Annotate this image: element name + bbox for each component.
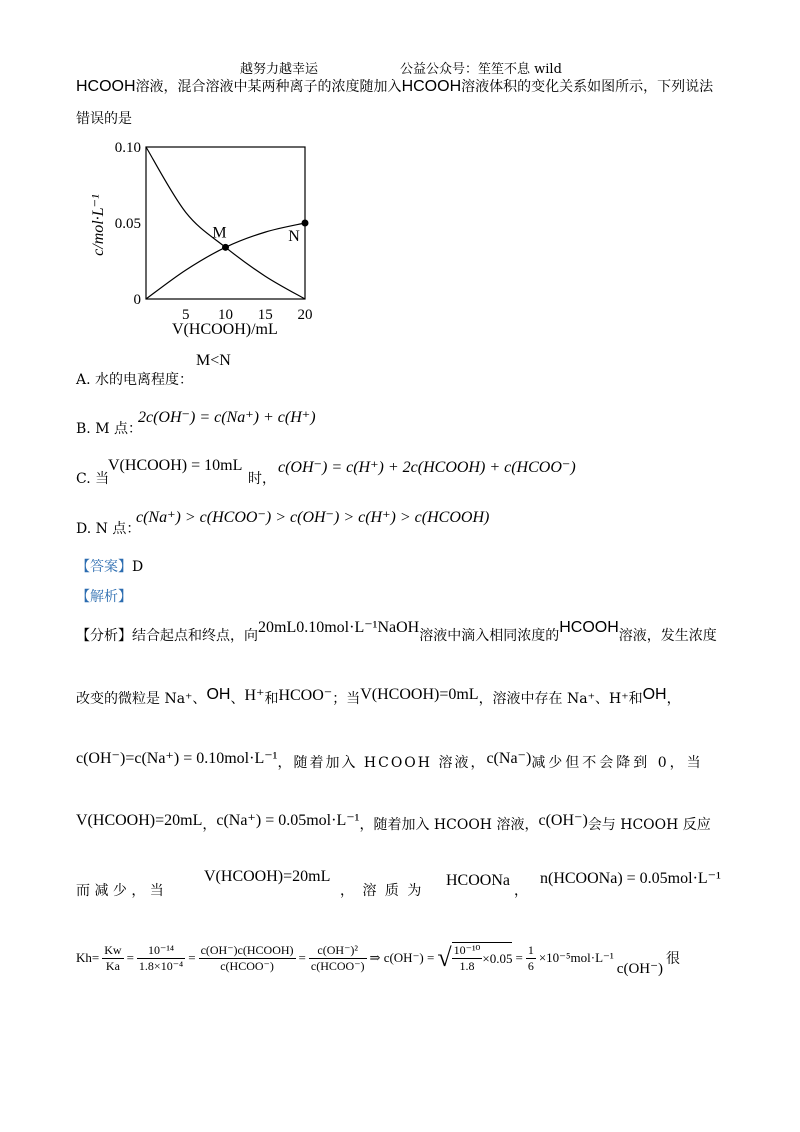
- sqrt-tail: ×0.05: [482, 950, 513, 966]
- fraction-denominator: c(HCOO⁻): [310, 958, 365, 973]
- series-line-1: [146, 147, 305, 299]
- y-tick-label: 0.10: [114, 140, 141, 156]
- analysis-text: 减少但不会降到 0，当: [531, 755, 704, 771]
- fraction: [309, 943, 367, 974]
- analysis-math: c(Na⁺) = 0.05mol·L⁻¹: [216, 812, 360, 829]
- formula-hcooh: HCOOH: [401, 78, 462, 95]
- x-tick-label: 5: [182, 307, 190, 323]
- point-n: [302, 220, 309, 227]
- analysis-math: c(OH⁻)=c(Na⁺) = 0.10mol·L⁻¹: [76, 750, 278, 767]
- analysis-text: 、: [230, 691, 245, 707]
- option-d-expr: c(Na⁺) > c(HCOO⁻) > c(OH⁻) > c(H⁺) > c(HCOOH): [136, 509, 490, 526]
- analysis-text: ，: [666, 691, 681, 707]
- fraction: [526, 943, 536, 974]
- analysis-text: 结合起点和终点，向: [132, 628, 258, 644]
- header-left: 越努力越幸运: [240, 62, 319, 77]
- analysis-text: ， 溶 质 为: [340, 883, 424, 899]
- x-tick-label: 15: [257, 307, 273, 323]
- option-b-expr: 2c(OH⁻) = c(Na⁺) + c(H⁺): [138, 409, 316, 426]
- analysis-math: c(Na⁻): [486, 750, 532, 767]
- fraction: [137, 943, 185, 974]
- point-m: [222, 244, 229, 251]
- analysis-math: V(HCOOH)=20mL: [204, 868, 331, 885]
- analysis-line-3: [76, 752, 704, 772]
- analysis-math: V(HCOOH)=0mL: [360, 686, 479, 703]
- analysis-math: HCOONa: [446, 872, 510, 889]
- chart-points: [212, 220, 308, 251]
- analysis-text: 改变的微粒是 Na⁺、: [76, 691, 207, 707]
- sqrt-icon: √: [437, 943, 452, 972]
- fraction-denominator: 6: [527, 958, 534, 973]
- analysis-math: OH: [642, 686, 667, 703]
- question-line-1: [76, 76, 713, 96]
- answer-line: [76, 556, 143, 576]
- option-c-expr: c(OH⁻) = c(H⁺) + 2c(HCOOH) + c(HCOO⁻): [278, 459, 576, 476]
- analysis-tag: 【解析】: [76, 589, 132, 605]
- chart-axes: [146, 147, 305, 299]
- x-tick-label: 10: [218, 307, 233, 323]
- analysis-math: OH: [206, 686, 231, 703]
- option-d-label: D. N 点：: [76, 521, 141, 537]
- analysis-text: 而 减 少 ， 当: [76, 883, 164, 899]
- formula-hcooh: HCOOH: [76, 78, 136, 95]
- fraction-numerator: c(OH⁻)c(HCOOH): [200, 942, 294, 957]
- analysis-math: V(HCOOH)=20mL: [76, 812, 203, 829]
- analysis-text: 和: [264, 691, 279, 707]
- equals-sign: =: [298, 950, 306, 965]
- analysis-math: n(HCOONa) = 0.05mol·L⁻¹: [540, 870, 721, 887]
- plot-frame: [146, 147, 305, 299]
- analysis-line-2: [76, 688, 681, 708]
- fraction-denominator: Ka: [105, 958, 120, 973]
- header-right: 公益公众号：笙笙不息 wild: [400, 62, 562, 77]
- analysis-text: 很: [666, 951, 681, 967]
- option-a-label: A. 水的电离程度：: [76, 372, 194, 388]
- fraction-numerator: 1: [527, 942, 534, 957]
- question-line-2: 错误的是: [76, 111, 132, 127]
- fraction-numerator: c(OH⁻)²: [309, 943, 367, 959]
- fraction: [199, 943, 296, 974]
- fraction-denominator: 1.8×10⁻⁴: [138, 958, 184, 973]
- fraction-numerator: Kw: [104, 942, 122, 957]
- fraction: [102, 943, 123, 974]
- analysis-text: ，随着加入 HCOOH 溶液，: [359, 817, 539, 833]
- answer-tag: 【答案】: [76, 559, 132, 575]
- fraction-numerator: 10⁻¹⁴: [137, 943, 185, 959]
- stem-text: 溶液，混合溶液中某两种离子的浓度随加入: [135, 79, 402, 95]
- option-a-expr: M<N: [196, 352, 231, 369]
- y-tick-label: 0.05: [114, 216, 141, 232]
- stem-text: 溶液体积的变化关系如图所示，下列说法: [461, 79, 714, 95]
- analysis-text: ，溶液中存在 Na⁺、H⁺和: [478, 691, 643, 707]
- analysis-text: ，: [514, 883, 528, 899]
- analysis-line-4: [76, 814, 711, 834]
- analysis-text: 溶液中滴入相同浓度的: [419, 628, 560, 644]
- point-label-m: M: [212, 224, 227, 242]
- x-axis-label: V(HCOOH)/mL: [172, 321, 278, 338]
- kh-label: Kh=: [76, 950, 100, 965]
- equals-sign: =: [515, 950, 523, 965]
- fraction-denominator: c(HCOO⁻): [220, 958, 274, 973]
- analysis-math: HCOOH: [559, 619, 619, 636]
- option-c-label: C. 当: [76, 471, 110, 487]
- option-c-mid: 时，: [248, 471, 276, 487]
- fraction: [452, 943, 483, 974]
- option-c-condition: V(HCOOH) = 10mL: [108, 457, 243, 474]
- analysis-text: 会与 HCOOH 反应: [587, 817, 711, 833]
- analysis-line-6: [76, 942, 681, 977]
- analysis-line-1: [76, 619, 717, 645]
- analysis-math: HCOO⁻: [278, 687, 333, 704]
- analysis-text: ；当: [332, 691, 361, 707]
- result-unit: ×10⁻⁵mol·L⁻¹: [538, 950, 614, 965]
- equals-sign: =: [126, 950, 134, 965]
- fraction-numerator: 10⁻¹⁰: [453, 943, 481, 957]
- analysis-text: ，: [202, 817, 217, 833]
- analysis-subtag: 【分析】: [76, 628, 132, 644]
- implies-expression: ⇒ c(OH⁻) =: [369, 950, 435, 965]
- x-tick-label: 20: [297, 307, 313, 323]
- analysis-math: c(OH⁻): [538, 812, 588, 829]
- concentration-chart: [85, 132, 325, 347]
- answer-value: D: [132, 559, 144, 575]
- sqrt-radicand: [452, 942, 513, 974]
- sqrt-expression: [437, 942, 512, 974]
- analysis-text: 溶液，发生浓度: [618, 628, 717, 644]
- point-label-n: N: [288, 228, 300, 245]
- fraction-denominator: 1.8: [459, 959, 475, 973]
- analysis-line-5: [76, 880, 164, 900]
- equals-sign: =: [188, 950, 196, 965]
- chart-curves: [146, 147, 305, 299]
- analysis-math: H⁺: [244, 687, 265, 704]
- analysis-math: 20mL0.10mol·L⁻¹NaOH: [258, 619, 420, 636]
- analysis-text: ，随着加入 HCOOH 溶液，: [277, 755, 487, 771]
- option-b-label: B. M 点：: [76, 421, 142, 437]
- y-axis-label: c/mol·L⁻¹: [90, 194, 107, 256]
- analysis-math: c(OH⁻): [616, 960, 664, 977]
- y-tick-label: 0: [133, 292, 141, 308]
